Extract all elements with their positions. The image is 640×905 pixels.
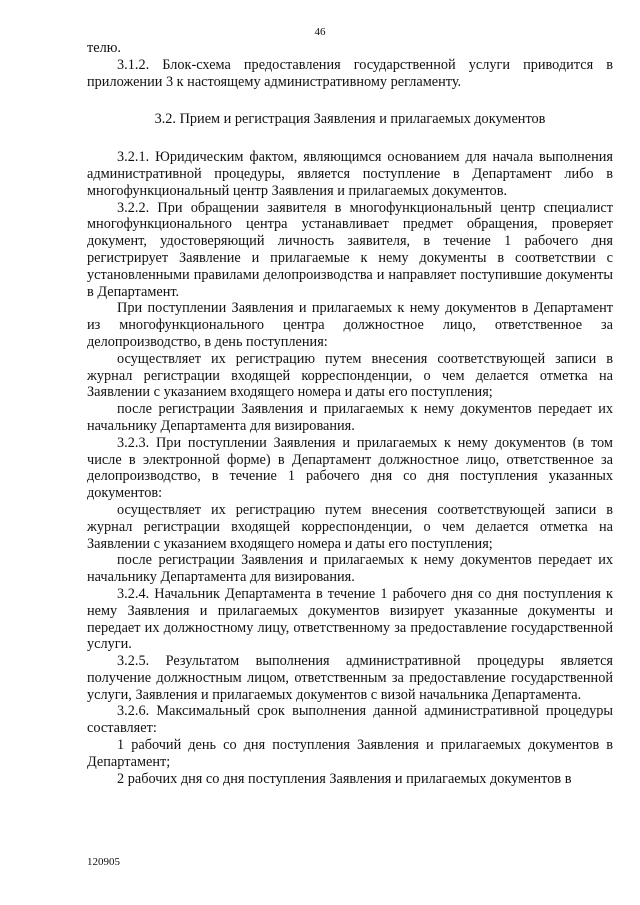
continuation-text: телю. <box>87 40 121 56</box>
paragraph-3-2-2-c: осуществляет их регистрацию путем внесения соответствующей записи в журнал регистрации входящей корреспонденции, о чем делается отметка на Заявлении с указанием входящего номера и даты его поступления; <box>87 350 613 401</box>
paragraph-3-2-1: 3.2.1. Юридическим фактом, являющимся основанием для начала выполнения административной процедуры, является поступление в Департамент либо в многофункциональный центр Заявления и прилагаемых документов. <box>87 149 613 199</box>
paragraph-3-2-3-c: после регистрации Заявления и прилагаемых к нему документов передает их начальнику Департамента для визирования. <box>87 552 613 586</box>
paragraph-3-2-4: 3.2.4. Начальник Департамента в течение 1 рабочего дня со дня поступления к нему Заявления и прилагаемых документов визирует указанные документы и передает их должностному лицу, ответственному за предоставление государственной услуги. <box>87 585 613 653</box>
paragraph-3-2-3-b: осуществляет их регистрацию путем внесения соответствующей записи в журнал регистрации входящей корреспонденции, о чем делается отметка на Заявлении с указанием входящего номера и даты его поступления; <box>87 501 613 552</box>
paragraph-3-2-6-b: 1 рабочий день со дня поступления Заявления и прилагаемых документов в Департамент; <box>87 737 613 770</box>
paragraph-3-2-6-c: 2 рабочих дня со дня поступления Заявления и прилагаемых документов в <box>117 770 572 787</box>
paragraph-3-2-2: 3.2.2. При обращении заявителя в многофункциональный центр специалист многофункционального центра устанавливает предмет обращения, проверяет документ, удостоверяющий личность заявителя, в течение 1 рабочего дня регистрирует Заявление и прилагаемые к нему документы в соответствии с установленными правилами делопроизводства и направляет поступившие документы в Департамент. <box>87 199 613 300</box>
paragraph-3-2-6: 3.2.6. Максимальный срок выполнения данной административной процедуры составляет: <box>87 703 613 737</box>
paragraph-3-2-3: 3.2.3. При поступлении Заявления и прилагаемых к нему документов (в том числе в электронной форме) в Департамент должностное лицо, ответственное за делопроизводство, в течение 1 рабочего дня со дня поступления указанных документов: <box>87 434 613 502</box>
paragraph-3-2-5: 3.2.5. Результатом выполнения административной процедуры является получение должностным лицом, ответственным за предоставление государственной услуги, Заявления и прилагаемых документов с визой начальника Департамента. <box>87 653 613 703</box>
paragraph-3-1-2: 3.1.2. Блок-схема предоставления государственной услуги приводится в приложении 3 к настоящему административному регламенту. <box>87 56 613 90</box>
paragraph-3-2-2-d: после регистрации Заявления и прилагаемых к нему документов передает их начальнику Департамента для визирования. <box>87 401 613 434</box>
document-body <box>87 40 613 787</box>
section-heading: 3.2. Прием и регистрация Заявления и прилагаемых документов <box>154 111 546 128</box>
page-number: 46 <box>314 26 326 38</box>
paragraph-3-2-2-b: При поступлении Заявления и прилагаемых к нему документов в Департамент из многофункционального центра должностное лицо, ответственное за делопроизводство, в день поступления: <box>87 300 613 350</box>
footer-code: 120905 <box>87 856 120 868</box>
